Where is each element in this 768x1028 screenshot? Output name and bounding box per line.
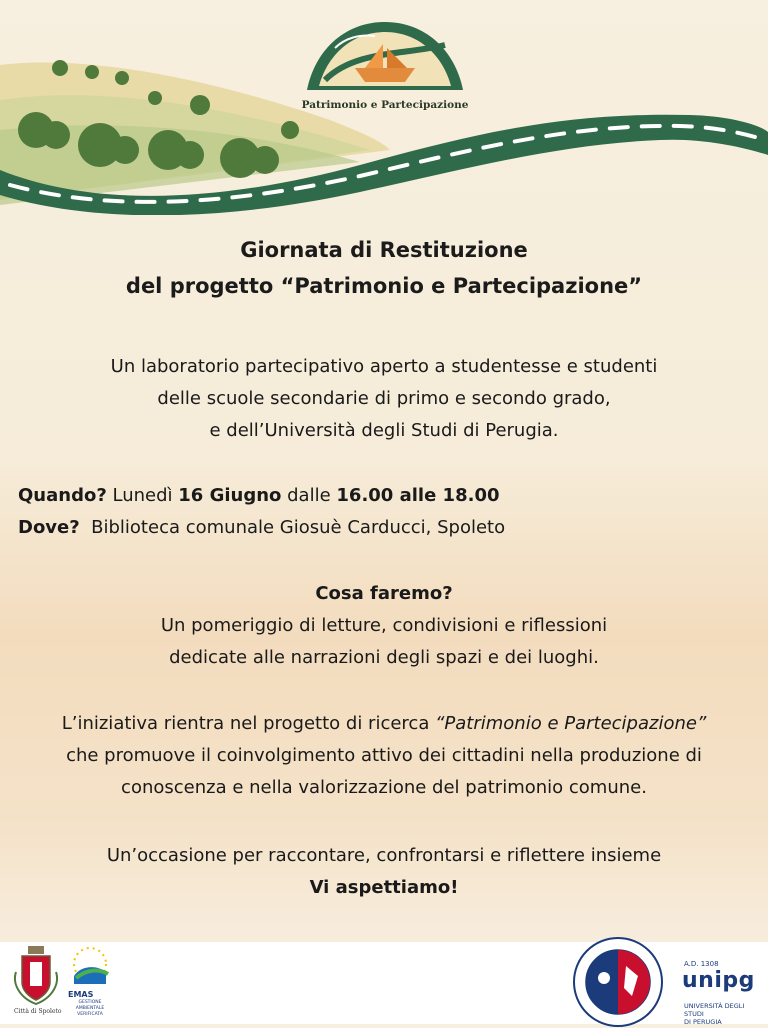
unipg-sub-1: UNIVERSITÀ DEGLI STUDI xyxy=(684,1002,745,1018)
when-day-prefix: Lunedì xyxy=(106,485,179,506)
when-time: 16.00 alle 18.00 xyxy=(336,485,500,506)
emas-subtitle xyxy=(66,1000,114,1018)
where-label: Dove? xyxy=(18,517,80,538)
when-label: Quando? xyxy=(18,485,107,506)
when-line xyxy=(18,480,500,512)
when-mid: dalle xyxy=(281,485,337,506)
title-line-2: del progetto “Patrimonio e Partecipazione” xyxy=(125,274,643,298)
initiative-line-2: che promuove il coinvolgimento attivo dei cittadini nella produzione di xyxy=(66,745,702,766)
activity-line-2: dedicate alle narrazioni degli spazi e dei luoghi. xyxy=(169,647,599,668)
activity-section xyxy=(0,578,768,674)
emas-sub-1: GESTIONE AMBIENTALE xyxy=(75,1000,105,1011)
unipg-logo: unipg xyxy=(682,968,755,993)
intro-line-2: delle scuole secondarie di primo e secondo grado, xyxy=(157,388,611,409)
initiative-paragraph xyxy=(0,708,768,804)
spoleto-crest-icon xyxy=(10,942,62,1014)
unipg-year: A.D. 1308 xyxy=(684,960,719,968)
where-value: Biblioteca comunale Giosuè Carducci, Spoleto xyxy=(79,517,506,538)
unipg-sub-2: DI PERUGIA xyxy=(684,1018,722,1026)
intro-line-1: Un laboratorio partecipativo aperto a studentesse e studenti xyxy=(110,356,658,377)
initiative-prefix: L’iniziativa rientra nel progetto di ricerca xyxy=(61,713,436,734)
intro-line-3: e dell’Università degli Studi di Perugia. xyxy=(209,420,559,441)
closing-line-1: Un’occasione per raccontare, confrontarsi e riflettere insieme xyxy=(106,845,662,866)
project-logo xyxy=(307,22,463,90)
emas-label: EMAS xyxy=(68,990,94,999)
initiative-line-3: conoscenza e nella valorizzazione del patrimonio comune. xyxy=(121,777,647,798)
activity-heading: Cosa faremo? xyxy=(315,583,453,604)
closing-line-2: Vi aspettiamo! xyxy=(309,877,459,898)
university-seal-icon xyxy=(572,936,664,1028)
activity-line-1: Un pomeriggio di letture, condivisioni e riflessioni xyxy=(160,615,608,636)
closing-section xyxy=(0,840,768,904)
title-line-1: Giornata di Restituzione xyxy=(240,238,528,262)
footer-logos xyxy=(0,942,768,1024)
emas-sub-2: VERIFICATA xyxy=(77,1012,103,1017)
logo-caption: Patrimonio e Partecipazione xyxy=(301,99,469,111)
initiative-project-name: “Patrimonio e Partecipazione” xyxy=(435,713,707,734)
unipg-subtitle xyxy=(684,1002,764,1026)
when-date: 16 Giugno xyxy=(178,485,282,506)
initiative-line-1 xyxy=(0,708,768,740)
where-line xyxy=(18,512,505,544)
intro-paragraph xyxy=(0,351,768,447)
page-title xyxy=(0,232,768,304)
spoleto-label: Città di Spoleto xyxy=(14,1008,62,1015)
